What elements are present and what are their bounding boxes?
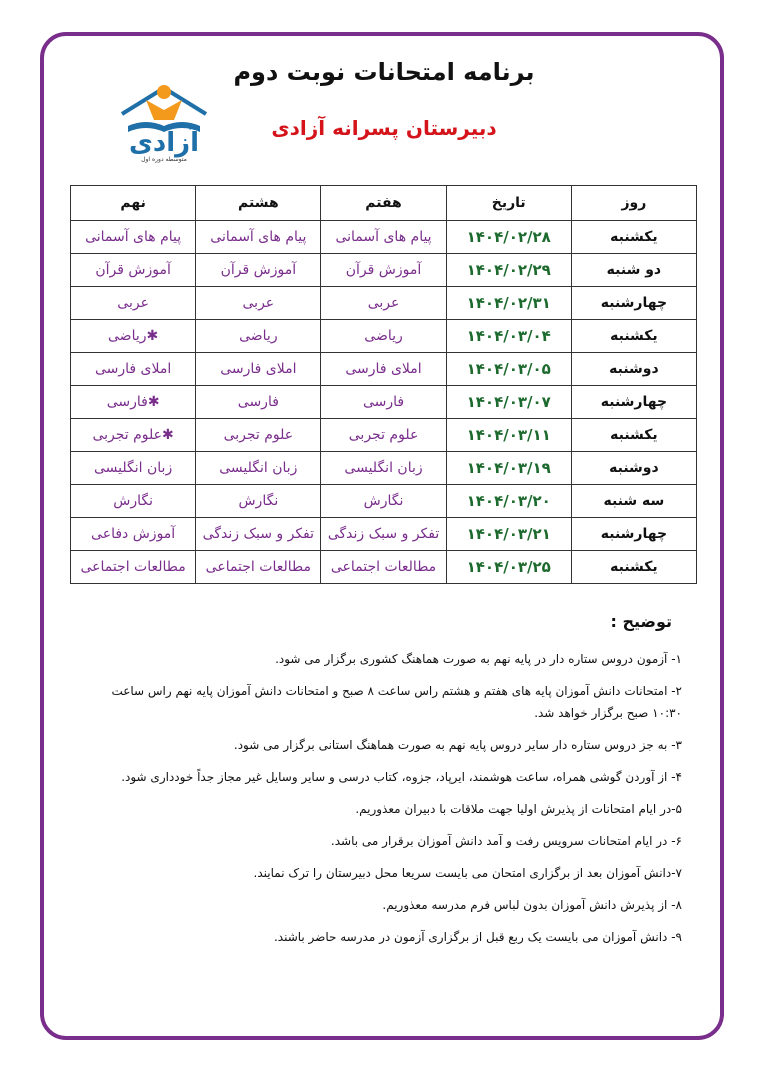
grade7-subject-cell-text: املای فارسی bbox=[345, 361, 422, 377]
day-cell-text: یکشنبه bbox=[610, 559, 658, 575]
grade7-subject-cell bbox=[321, 353, 446, 386]
day-cell bbox=[571, 485, 696, 518]
grade8-subject-cell bbox=[196, 221, 321, 254]
grade8-subject-cell bbox=[196, 419, 321, 452]
table-header-row bbox=[71, 186, 697, 221]
grade8-subject-cell-text: آموزش قرآن bbox=[220, 262, 297, 278]
day-cell-text: سه شنبه bbox=[603, 493, 665, 509]
header-grade8: هشتم bbox=[196, 186, 321, 221]
grade7-subject-cell-text: علوم تجربی bbox=[348, 427, 419, 443]
grade7-subject-cell-text: ریاضی bbox=[364, 328, 403, 344]
grade8-subject-cell-text: مطالعات اجتماعی bbox=[205, 559, 311, 575]
date-cell bbox=[446, 485, 571, 518]
note-item: ۳- به جز دروس ستاره دار سایر دروس پایه نهم به صورت هماهنگ استانی برگزار می شود. bbox=[233, 738, 682, 752]
date-cell-text: ۱۴۰۴/۰۳/۲۰ bbox=[466, 492, 551, 510]
star-icon: ✱ bbox=[147, 394, 160, 410]
day-cell bbox=[571, 287, 696, 320]
note-item: ۷-دانش آموزان بعد از برگزاری امتحان می بایست سریعا محل دبیرستان را ترک نمایند. bbox=[253, 866, 682, 880]
date-cell bbox=[446, 287, 571, 320]
date-cell-text: ۱۴۰۴/۰۳/۲۱ bbox=[466, 525, 551, 543]
day-cell bbox=[571, 518, 696, 551]
grade9-subject-cell bbox=[71, 287, 196, 320]
grade8-subject-cell-text: زبان انگلیسی bbox=[219, 460, 298, 476]
table-row bbox=[71, 287, 697, 320]
date-cell bbox=[446, 386, 571, 419]
exam-schedule-table bbox=[70, 185, 697, 584]
day-cell-text: دوشنبه bbox=[609, 361, 659, 377]
grade9-subject-cell-text: ریاضی bbox=[108, 328, 147, 344]
grade8-subject-cell bbox=[196, 518, 321, 551]
day-cell bbox=[571, 320, 696, 353]
day-cell bbox=[571, 419, 696, 452]
note-item: ۶- در ایام امتحانات سرویس رفت و آمد دانش آموزان برقرار می باشد. bbox=[330, 834, 682, 848]
date-cell bbox=[446, 254, 571, 287]
grade7-subject-cell bbox=[321, 452, 446, 485]
table-row bbox=[71, 254, 697, 287]
table-row bbox=[71, 518, 697, 551]
grade8-subject-cell-text: نگارش bbox=[238, 493, 279, 509]
star-icon: ✱ bbox=[146, 328, 159, 344]
page-title: برنامه امتحانات نوبت دوم bbox=[233, 58, 535, 86]
grade7-subject-cell bbox=[321, 221, 446, 254]
grade7-subject-cell bbox=[321, 485, 446, 518]
note-item: ۸- از پذیرش دانش آموزان بدون لباس فرم مدرسه معذوریم. bbox=[382, 898, 682, 912]
school-name: دبیرستان پسرانه آزادی bbox=[271, 116, 497, 140]
grade9-subject-cell bbox=[71, 419, 196, 452]
grade8-subject-cell bbox=[196, 287, 321, 320]
grade7-subject-cell-text: عربی bbox=[367, 295, 400, 311]
grade8-subject-cell-text: علوم تجربی bbox=[223, 427, 294, 443]
grade7-subject-cell-text: تفکر و سبک زندگی bbox=[327, 526, 440, 542]
note-item: ۹- دانش آموزان می بایست یک ربع قبل از برگزاری آزمون در مدرسه حاضر باشند. bbox=[273, 930, 682, 944]
grade9-subject-cell-text: علوم تجربی bbox=[92, 427, 163, 443]
table-row bbox=[71, 386, 697, 419]
table-row bbox=[71, 221, 697, 254]
grade9-subject-cell bbox=[71, 254, 196, 287]
note-item: ۵-در ایام امتحانات از پذیرش اولیا جهت ملاقات با دبیران معذوریم. bbox=[355, 802, 682, 816]
day-cell bbox=[571, 221, 696, 254]
table-row bbox=[71, 353, 697, 386]
grade9-subject-cell-text: املای فارسی bbox=[94, 361, 172, 377]
grade7-subject-cell-text: نگارش bbox=[363, 493, 404, 509]
grade7-subject-cell bbox=[321, 254, 446, 287]
day-cell-text: یکشنبه bbox=[610, 229, 658, 245]
date-cell-text: ۱۴۰۴/۰۲/۳۱ bbox=[466, 294, 551, 312]
grade9-subject-cell bbox=[71, 353, 196, 386]
date-cell-text: ۱۴۰۴/۰۲/۲۹ bbox=[466, 261, 551, 279]
grade9-subject-cell bbox=[71, 551, 196, 584]
grade7-subject-cell-text: مطالعات اجتماعی bbox=[330, 559, 437, 575]
grade9-subject-cell bbox=[71, 386, 196, 419]
date-cell-text: ۱۴۰۴/۰۳/۰۵ bbox=[466, 360, 551, 378]
day-cell bbox=[571, 452, 696, 485]
date-cell-text: ۱۴۰۴/۰۳/۰۴ bbox=[466, 327, 551, 345]
grade7-subject-cell bbox=[321, 386, 446, 419]
grade7-subject-cell bbox=[321, 551, 446, 584]
grade7-subject-cell bbox=[321, 518, 446, 551]
grade8-subject-cell-text: پیام های آسمانی bbox=[210, 229, 307, 245]
date-cell-text: ۱۴۰۴/۰۳/۱۱ bbox=[466, 426, 551, 444]
grade8-subject-cell bbox=[196, 485, 321, 518]
grade7-subject-cell bbox=[321, 287, 446, 320]
note-item: ۱- آزمون دروس ستاره دار در پایه نهم به صورت هماهنگ کشوری برگزار می شود. bbox=[275, 652, 682, 666]
day-cell-text: یکشنبه bbox=[610, 328, 658, 344]
date-cell bbox=[446, 452, 571, 485]
day-cell-text: دوشنبه bbox=[609, 460, 659, 476]
grade9-subject-cell bbox=[71, 518, 196, 551]
day-cell bbox=[571, 254, 696, 287]
table-row bbox=[71, 320, 697, 353]
grade9-subject-cell-text: مطالعات اجتماعی bbox=[80, 559, 186, 575]
date-cell-text: ۱۴۰۴/۰۳/۰۷ bbox=[466, 393, 551, 411]
day-cell bbox=[571, 386, 696, 419]
grade9-subject-cell bbox=[71, 485, 196, 518]
grade8-subject-cell-text: تفکر و سبک زندگی bbox=[202, 526, 315, 542]
day-cell bbox=[571, 551, 696, 584]
date-cell-text: ۱۴۰۴/۰۳/۱۹ bbox=[466, 459, 551, 477]
table-row bbox=[71, 419, 697, 452]
logo-caption: متوسطه دوره اول bbox=[141, 156, 187, 163]
grade8-subject-cell-text: ریاضی bbox=[239, 328, 278, 344]
grade9-subject-cell-text: فارسی bbox=[106, 394, 148, 410]
date-cell bbox=[446, 518, 571, 551]
date-cell bbox=[446, 353, 571, 386]
header-date: تاریخ bbox=[446, 186, 571, 221]
day-cell-text: دو شنبه bbox=[606, 262, 662, 278]
grade8-subject-cell bbox=[196, 254, 321, 287]
grade9-subject-cell-text: زبان انگلیسی bbox=[94, 460, 173, 476]
grade8-subject-cell bbox=[196, 551, 321, 584]
table-row bbox=[71, 551, 697, 584]
notes-title: توضیح : bbox=[610, 612, 672, 631]
star-icon: ✱ bbox=[162, 427, 174, 443]
date-cell bbox=[446, 320, 571, 353]
day-cell-text: یکشنبه bbox=[610, 427, 658, 443]
grade9-subject-cell bbox=[71, 452, 196, 485]
grade7-subject-cell-text: پیام های آسمانی bbox=[335, 229, 432, 245]
grade9-subject-cell-text: آموزش قرآن bbox=[95, 262, 171, 278]
table-row bbox=[71, 485, 697, 518]
date-cell-text: ۱۴۰۴/۰۲/۲۸ bbox=[466, 228, 551, 246]
grade7-subject-cell-text: آموزش قرآن bbox=[345, 262, 422, 278]
header-grade9: نهم bbox=[71, 186, 196, 221]
day-cell-text: چهارشنبه bbox=[600, 295, 668, 311]
header-grade7: هفتم bbox=[321, 186, 446, 221]
grade8-subject-cell-text: فارسی bbox=[237, 394, 279, 410]
note-item: ۴- از آوردن گوشی همراه، ساعت هوشمند، ایرپاد، جزوه، کتاب درسی و سایر وسایل غیر مجاز جداً خودداری شود. bbox=[121, 770, 682, 784]
grade9-subject-cell-text: نگارش bbox=[113, 493, 153, 509]
grade8-subject-cell bbox=[196, 452, 321, 485]
grade7-subject-cell bbox=[321, 320, 446, 353]
date-cell bbox=[446, 551, 571, 584]
grade9-subject-cell-text: آموزش دفاعی bbox=[91, 526, 176, 542]
day-cell-text: چهارشنبه bbox=[600, 526, 668, 542]
table-row bbox=[71, 452, 697, 485]
grade9-subject-cell-text: پیام های آسمانی bbox=[85, 229, 182, 245]
grade8-subject-cell-text: عربی bbox=[242, 295, 275, 311]
grade7-subject-cell bbox=[321, 419, 446, 452]
date-cell bbox=[446, 419, 571, 452]
grade9-subject-cell bbox=[71, 221, 196, 254]
header-day: روز bbox=[571, 186, 696, 221]
logo-wordmark: آزادی bbox=[129, 128, 199, 158]
grade9-subject-cell-text: عربی bbox=[117, 295, 149, 311]
notes-list bbox=[90, 648, 682, 958]
grade8-subject-cell bbox=[196, 353, 321, 386]
date-cell bbox=[446, 221, 571, 254]
note-item: ۲- امتحانات دانش آموزان پایه های هفتم و هشتم راس ساعت ۸ صبح و امتحانات دانش آموزان پایه نهم راس ساعت ۱۰:۳۰ صبح برگزار خواهد شد. bbox=[111, 684, 682, 720]
grade8-subject-cell-text: املای فارسی bbox=[220, 361, 297, 377]
date-cell-text: ۱۴۰۴/۰۳/۲۵ bbox=[466, 558, 551, 576]
day-cell bbox=[571, 353, 696, 386]
grade8-subject-cell bbox=[196, 320, 321, 353]
grade8-subject-cell bbox=[196, 386, 321, 419]
grade7-subject-cell-text: زبان انگلیسی bbox=[344, 460, 423, 476]
day-cell-text: چهارشنبه bbox=[600, 394, 668, 410]
grade7-subject-cell-text: فارسی bbox=[362, 394, 405, 410]
grade9-subject-cell bbox=[71, 320, 196, 353]
